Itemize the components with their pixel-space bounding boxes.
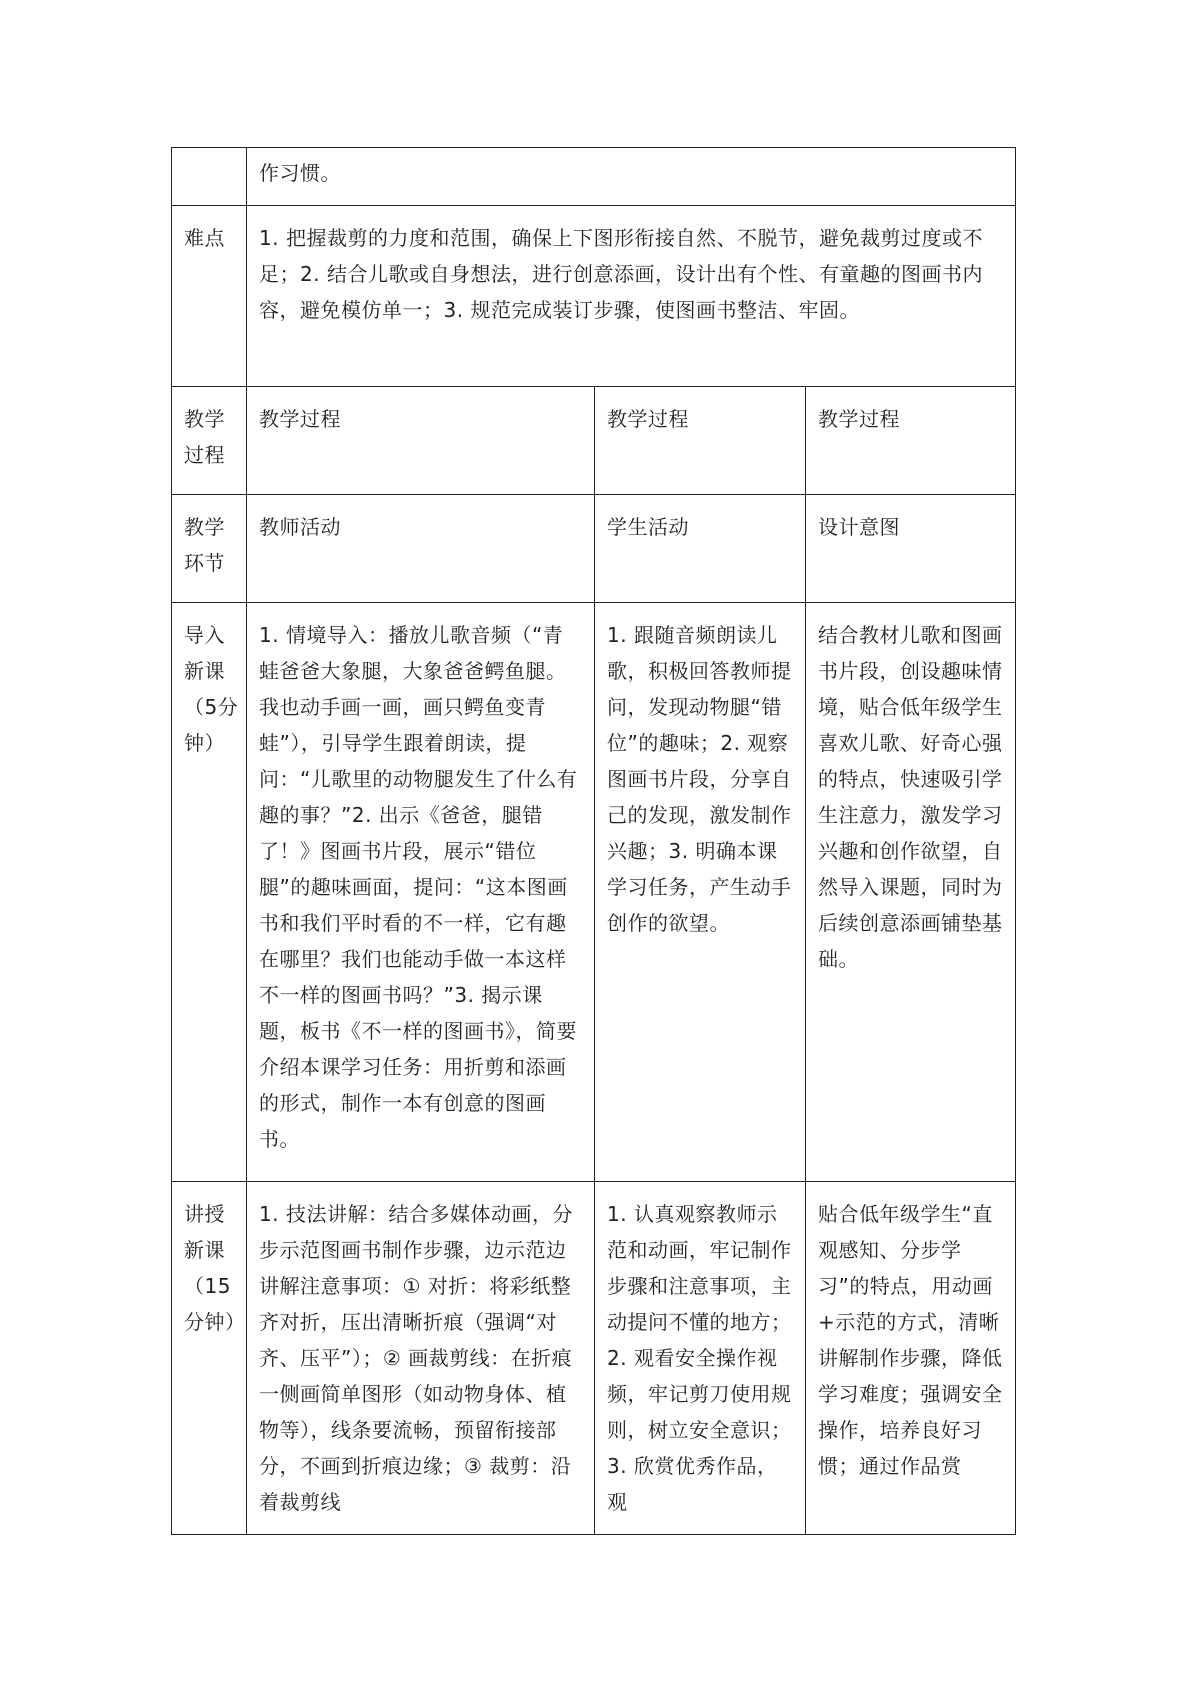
intro-teacher-activity: 1. 情境导入：播放儿歌音频（“青蛙爸爸大象腿，大象爸爸鳄鱼腿。我也动手画一画，画只鳄鱼变青蛙”），引导学生跟着朗读，提问：“儿歌里的动物腿发生了什么有趣的事？”2. 出示《爸爸，腿错了！》图画书片段，展示“错位腿”的趣味画面，提问：“这本图画书和我们平时看的不一样，它有趣在哪里？我们也能动手做一本这样不一样的图画书吗？”3. 揭示课题，板书《不一样的图画书》，简要介绍本课学习任务：用折剪和添画的形式，制作一本有创意的图画书。 <box>247 603 595 1182</box>
continued-content-cell: 作习惯。 <box>247 148 1016 206</box>
table-row-difficulty <box>172 206 1016 387</box>
table-row-process <box>172 387 1016 495</box>
difficulty-content: 1. 把握裁剪的力度和范围，确保上下图形衔接自然、不脱节，避免裁剪过度或不足；2. 结合儿歌或自身想法，进行创意添画，设计出有个性、有童趣的图画书内容，避免模仿单一；3. 规范完成装订步骤，使图画书整洁、牢固。 <box>247 206 1016 387</box>
process-header-teacher: 教学过程 <box>247 387 595 495</box>
teach-design-intent: 贴合低年级学生“直观感知、分步学习”的特点，用动画+示范的方式，清晰讲解制作步骤，降低学习难度；强调安全操作，培养良好习惯；通过作品赏 <box>806 1182 1016 1535</box>
stage-label: 教学环节 <box>172 495 247 603</box>
teach-student-activity: 1. 认真观察教师示范和动画，牢记制作步骤和注意事项，主动提问不懂的地方；2. 观看安全操作视频，牢记剪刀使用规则，树立安全意识；3. 欣赏优秀作品，观 <box>595 1182 806 1535</box>
intro-student-activity: 1. 跟随音频朗读儿歌，积极回答教师提问，发现动物腿“错位”的趣味；2. 观察图画书片段，分享自己的发现，激发制作兴趣；3. 明确本课学习任务，产生动手创作的欲望。 <box>595 603 806 1182</box>
table-row-stage <box>172 495 1016 603</box>
process-label: 教学过程 <box>172 387 247 495</box>
table-row-intro <box>172 603 1016 1182</box>
teach-stage-label: 讲授新课（15分钟） <box>172 1182 247 1535</box>
process-header-intent: 教学过程 <box>806 387 1016 495</box>
intro-stage-label: 导入新课（5分钟） <box>172 603 247 1182</box>
table-row-teach <box>172 1182 1016 1535</box>
student-activity-header: 学生活动 <box>595 495 806 603</box>
teacher-activity-header: 教师活动 <box>247 495 595 603</box>
table-row-continued <box>172 148 1016 206</box>
design-intent-header: 设计意图 <box>806 495 1016 603</box>
process-header-student: 教学过程 <box>595 387 806 495</box>
intro-design-intent: 结合教材儿歌和图画书片段，创设趣味情境，贴合低年级学生喜欢儿歌、好奇心强的特点，快速吸引学生注意力，激发学习兴趣和创作欲望，自然导入课题，同时为后续创意添画铺垫基础。 <box>806 603 1016 1182</box>
difficulty-label: 难点 <box>172 206 247 387</box>
label-cell-empty <box>172 148 247 206</box>
teach-teacher-activity: 1. 技法讲解：结合多媒体动画，分步示范图画书制作步骤，边示范边讲解注意事项：① 对折：将彩纸整齐对折，压出清晰折痕（强调“对齐、压平”）；② 画裁剪线：在折痕一侧画简单图形（如动物身体、植物等），线条要流畅，预留衔接部分，不画到折痕边缘；③ 裁剪：沿着裁剪线 <box>247 1182 595 1535</box>
lesson-plan-table <box>171 147 1016 1535</box>
